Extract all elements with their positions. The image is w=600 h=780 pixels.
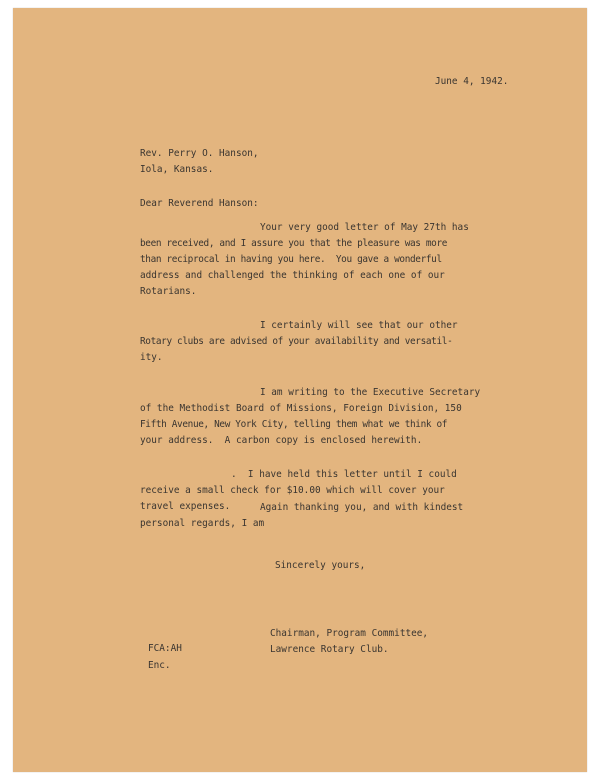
letter-page	[13, 8, 587, 772]
paragraph-line: . I have held this letter until I could	[231, 469, 457, 480]
paragraph-line: I certainly will see that our other	[260, 320, 458, 331]
recipient-name: Rev. Perry O. Hanson,	[140, 148, 259, 159]
paragraph-line: address and challenged the thinking of each one of our	[140, 270, 445, 281]
recipient-location: Iola, Kansas.	[140, 164, 214, 175]
paragraph-line: Your very good letter of May 27th has	[260, 222, 469, 233]
paragraph-line: been received, and I assure you that the pleasure was more	[140, 238, 448, 249]
letter-date: June 4, 1942.	[435, 76, 509, 87]
paragraph-line: I am writing to the Executive Secretary	[260, 387, 481, 398]
paragraph-line: ity.	[140, 352, 163, 363]
salutation: Dear Reverend Hanson:	[140, 198, 259, 209]
reference-initials: FCA:AH	[148, 643, 182, 654]
enclosure-note: Enc.	[148, 660, 171, 671]
paragraph-line: personal regards, I am	[140, 518, 265, 529]
paragraph-line: Rotarians.	[140, 286, 197, 297]
paragraph-line: Fifth Avenue, New York City, telling them what we think of	[140, 419, 448, 430]
paragraph-line: receive a small check for $10.00 which will cover your	[140, 485, 445, 496]
paragraph-line: travel expenses.	[140, 501, 231, 512]
paragraph-line: Rotary clubs are advised of your availability and versatil-	[140, 336, 453, 347]
paragraph-line: than reciprocal in having you here. You gave a wonderful	[140, 254, 442, 265]
paragraph-line: Again thanking you, and with kindest	[260, 502, 464, 513]
paragraph-line: your address. A carbon copy is enclosed herewith.	[140, 435, 423, 446]
paragraph-line: of the Methodist Board of Missions, Foreign Division, 150	[140, 403, 462, 414]
signature-organization: Lawrence Rotary Club.	[270, 644, 389, 655]
closing: Sincerely yours,	[275, 560, 366, 571]
signature-title: Chairman, Program Committee,	[270, 628, 429, 639]
